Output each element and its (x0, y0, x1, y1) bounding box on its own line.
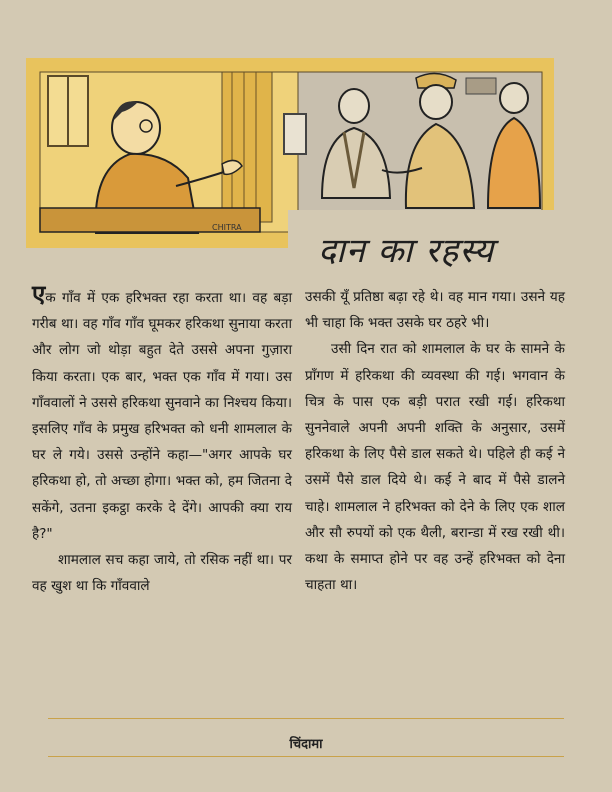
left-column (32, 280, 292, 599)
paragraph-4: उसी दिन रात को शामलाल के घर के सामने के प्राँगण में हरिकथा की व्यवस्था की गई। भगवान के चित्र के पास एक बड़ी परात रखी गई। हरिकथा सुननेवाले अपनी अपनी शक्ति के अनुसार, उसमें हरिकथा के लिए पैसे डाल सकते थे। पहिले ही कई ने उसमें पैसे डाल दिये थे। कई ने बाद में पैसे डालने चाहे। शामलाल ने हरिभक्त को देने के लिए एक शाल और सौ रुपयों को एक थैली, बरान्डा में रख रखी थी। कथा के समाप्त होने पर वह उन्हें हरिभक्त को देना चाहता था। (305, 341, 565, 594)
story-title: दान का रहस्य (318, 231, 495, 271)
paragraph-3: उसकी यूँ प्रतिष्ठा बढ़ा रहे थे। वह मान गया। उसने यह भी चाहा कि भक्त उसके घर ठहरे भी। (305, 289, 565, 332)
right-column (305, 284, 565, 598)
artist-signature: CHITRA (212, 223, 242, 232)
footer-rule-bottom (48, 756, 564, 757)
paragraph-1-text: क गाँव में एक हरिभक्त रहा करता था। वह बड़ा गरीब था। वह गाँव गाँव घूमकर हरिकथा सुनाया करता और लोग जो थोड़ा बहुत देते उससे अपना गुज़ारा किया करता। एक बार, भक्त एक गाँव में गया। उस गाँववालों ने उससे हरिकथा सुनवाने का निश्चय किया। इसलिए गाँव के प्रमुख हरिभक्त को धनी शामलाल के घर ले गये। उससे उन्होंने कहा—"अगर आपके घर हरिकथा हो, तो अच्छा होगा। भक्त को, हम जितना दे सकेंगे, उतना इकट्ठा करके दे देंगे। आपकी क्या राय है?" (32, 290, 292, 542)
drop-cap: ए (32, 280, 46, 308)
illustration-scene (26, 58, 554, 248)
paragraph-1 (32, 280, 292, 547)
paragraph-2: शामलाल सच कहा जाये, तो रसिक नहीं था। पर वह खुश था कि गाँववाले (32, 552, 292, 595)
footer-rule-top (48, 718, 564, 719)
publication-name: चिंदामा (289, 737, 323, 752)
story-illustration (26, 58, 554, 248)
